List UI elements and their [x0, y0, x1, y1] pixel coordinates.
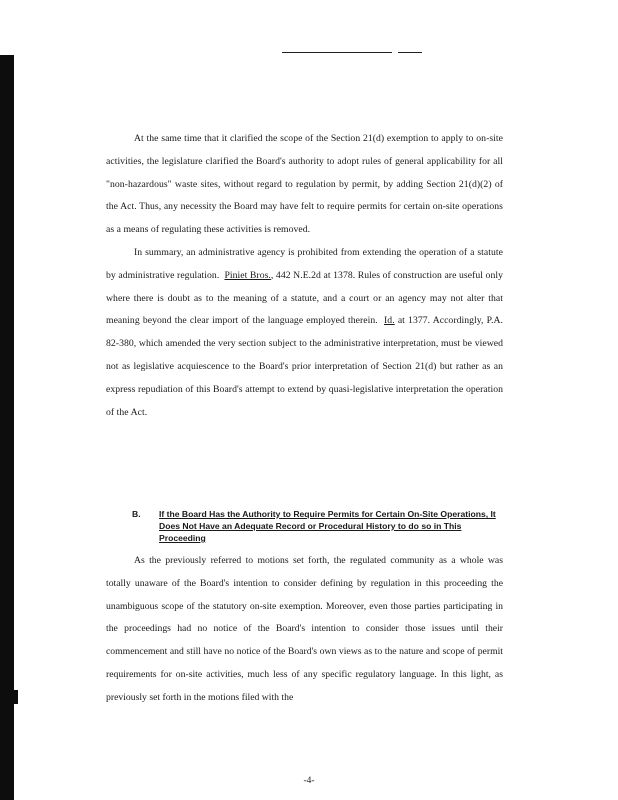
- para2-text-a: In summary, an administrative agency is prohibited from extending the operation of a statute by administrative regulation.: [106, 246, 503, 281]
- section-number: B.: [132, 509, 141, 519]
- section-title: If the Board Has the Authority to Require Permits for Certain On-Site Operations, It Does Not Have an Adequate Record or Procedural History to do so in This Proceeding: [159, 509, 496, 543]
- section-heading: [132, 508, 504, 544]
- case-citation: Piniet Bros.: [224, 269, 271, 281]
- para2-text-c: at 1377. Accordingly, P.A. 82-380, which amended the very section subject to the administrative interpretation, must be viewed not as legislative acquiescence to the Board's prior interpretation of Section 21(d) but rather as an express repudiation of this Board's attempt to extend by quasi-legislative interpretation the operation of the Act.: [106, 315, 503, 418]
- scan-edge-notch: [0, 690, 18, 704]
- page-number: -4-: [303, 776, 315, 786]
- body-text-lower: [106, 550, 503, 710]
- paragraph-1: At the same time that it clarified the scope of the Section 21(d) exemption to apply to on-site activities, the legislature clarified the Board's authority to adopt rules of general applicability for all "non-hazardous" waste sites, without regard to regulation by permit, by adding Section 21(d)(2) of the Act. Thus, any necessity the Board may have felt to require permits for certain on-site operations as a means of regulating these activities is removed.: [106, 133, 503, 236]
- body-text-upper: [106, 128, 503, 424]
- scan-edge-shadow: [0, 55, 14, 800]
- paragraph-2: [106, 242, 503, 424]
- para2-text-b: , 442 N.E.2d at 1378. Rules of construction are useful only where there is doubt as to the meaning of a statute, and a court or an agency may not alter that meaning beyond the clear import of the language employed therein.: [106, 269, 503, 327]
- header-rule: [282, 52, 392, 53]
- id-citation: Id.: [384, 315, 395, 327]
- header-rule-short: [398, 52, 422, 53]
- paragraph-3: As the previously referred to motions set forth, the regulated community as a whole was totally unaware of the Board's intention to consider defining by regulation in this proceeding the unambiguous scope of the statutory on-site exemption. Moreover, even those parties participating in the proceedings had no notice of the Board's intention to consider those issues until their commencement and still have no notice of the Board's own views as to the nature and scope of permit requirements for on-site activities, much less of any specific regulatory language. In this light, as previously set forth in the motions filed with the: [106, 555, 503, 703]
